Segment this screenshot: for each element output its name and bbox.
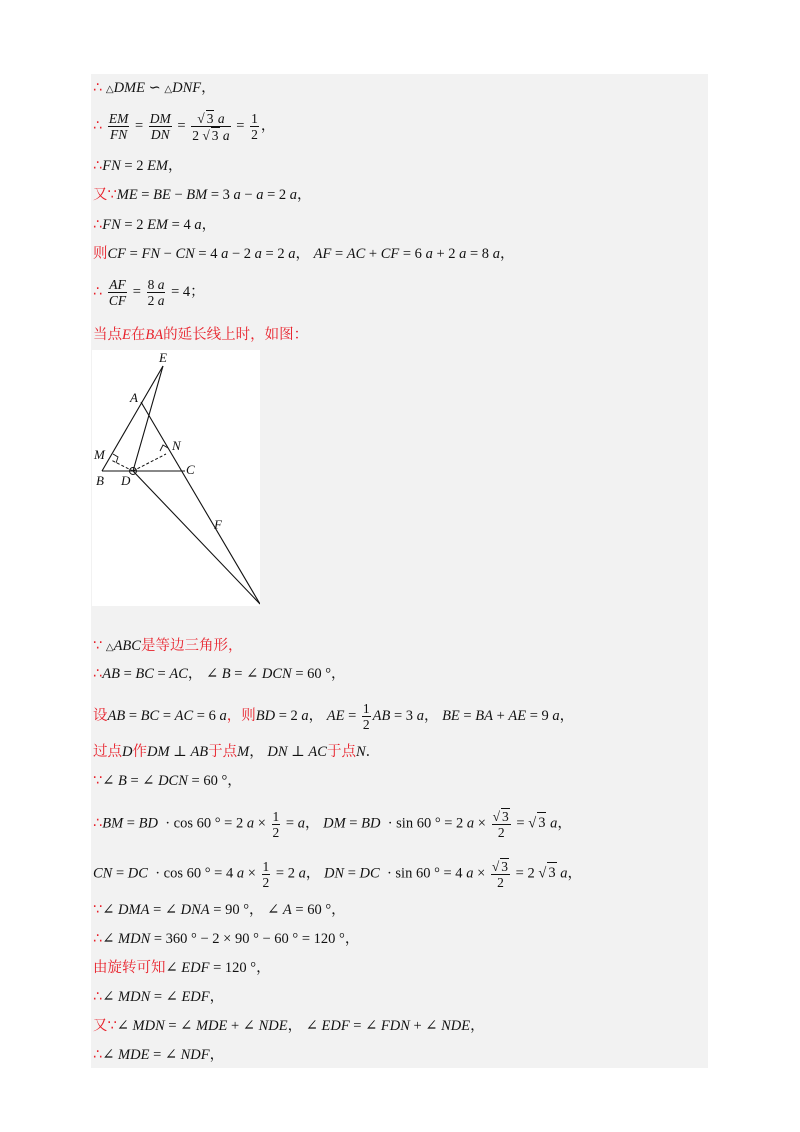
line-ed xyxy=(133,366,163,471)
therefore-symbol: ∴ xyxy=(93,80,103,96)
line-fn-4a: ∴FN = 2 EM = 4 a， xyxy=(93,217,217,233)
line-af-cf-ratio: ∴ $\frac{AF}{CF}$ = $\frac{8 a}{2 a}$ = 4； xyxy=(93,277,205,308)
line-angle-b: ∵∠ B = ∠ DCN = 60 °， xyxy=(93,773,242,789)
label-b: B xyxy=(96,473,104,488)
label-n: N xyxy=(172,438,181,453)
line-af xyxy=(141,402,260,604)
line-equilateral: ∵ △ABC是等边三角形， xyxy=(93,638,243,654)
label-c: C xyxy=(186,462,195,477)
label-e: E xyxy=(159,350,167,365)
label-a: A xyxy=(130,390,138,405)
line-mdn-edf: ∴∠ MDN = ∠ EDF， xyxy=(93,989,225,1005)
fraction-dm-dn: $\frac{DM}{DN}$ xyxy=(149,111,171,142)
line-be xyxy=(102,366,163,471)
line-perpendiculars: 过点D作DM ⊥ AB于点M， DN ⊥ AC于点N． xyxy=(93,744,381,760)
line-df xyxy=(133,471,260,604)
line-mde-ndf: ∴∠ MDE = ∠ NDF， xyxy=(93,1047,225,1063)
line-similar-triangles: ∴ △DME ∽ △DNF， xyxy=(93,80,216,96)
line-rotation: 由旋转可知∠ EDF = 120 °， xyxy=(93,960,271,976)
line-sum-angles: 又∵∠ MDN = ∠ MDE + ∠ NDE， ∠ EDF = ∠ FDN + ∠ NDE， xyxy=(93,1018,485,1034)
label-d: D xyxy=(121,473,131,488)
line-set-lengths: 设AB = BC = AC = 6 a，则BD = 2 a， AE = $\frac{1}{2}$ AB = 3 a， BE = BA + AE = 9 a， xyxy=(93,701,575,732)
triangle-diagram xyxy=(92,350,260,606)
line-cf-af: 则CF = FN − CN = 4 a − 2 a = 2 a， AF = AC + CF = 6 a + 2 a = 8 a， xyxy=(93,246,515,262)
case-heading: 当点E在BA的延长线上时，如图： xyxy=(93,327,309,343)
line-ratio: ∴ $\frac{EM}{FN}$ = $\frac{DM}{DN}$ = $\frac{√ 3 a}{2 √ 3 a}$ = $\frac{1}{2}$ ， xyxy=(93,111,276,143)
line-dma-dna: ∵∠ DMA = ∠ DNA = 90 °， ∠ A = 60 °， xyxy=(93,902,346,918)
fraction-em-fn: $\frac{EM}{FN}$ xyxy=(108,111,129,142)
line-cn-dn: CN = DC · cos 60 ° = 4 a × $\frac{1}{2}$ = 2 a， DN = DC · sin 60 ° = 4 a × $\frac{√ 3}{2}$ = 2 √ 3 a， xyxy=(93,858,582,890)
line-me: 又∵ME = BE − BM = 3 a − a = 2 a， xyxy=(93,187,312,203)
fraction-root3a: $\frac{√ 3 a}{2 √ 3 a}$ xyxy=(192,111,230,143)
fraction-one-half: $\frac{1}{2}$ xyxy=(251,111,258,142)
line-dn xyxy=(133,454,166,471)
line-fn-2em: ∴FN = 2 EM， xyxy=(93,158,183,174)
line-ab-bc-ac: ∴AB = BC = AC， ∠ B = ∠ DCN = 60 °， xyxy=(93,666,346,682)
geometry-figure xyxy=(92,350,260,606)
line-bm-dm: ∴BM = BD · cos 60 ° = 2 a × $\frac{1}{2}$ = a， DM = BD · sin 60 ° = 2 a × $\frac{√ 3}{2}$ = √ 3 a， xyxy=(93,808,572,840)
therefore-symbol: ∴ xyxy=(93,117,103,134)
label-f: F xyxy=(214,517,222,532)
label-m: M xyxy=(94,447,105,462)
line-mdn: ∴∠ MDN = 360 ° − 2 × 90 ° − 60 ° = 120 °， xyxy=(93,931,360,947)
